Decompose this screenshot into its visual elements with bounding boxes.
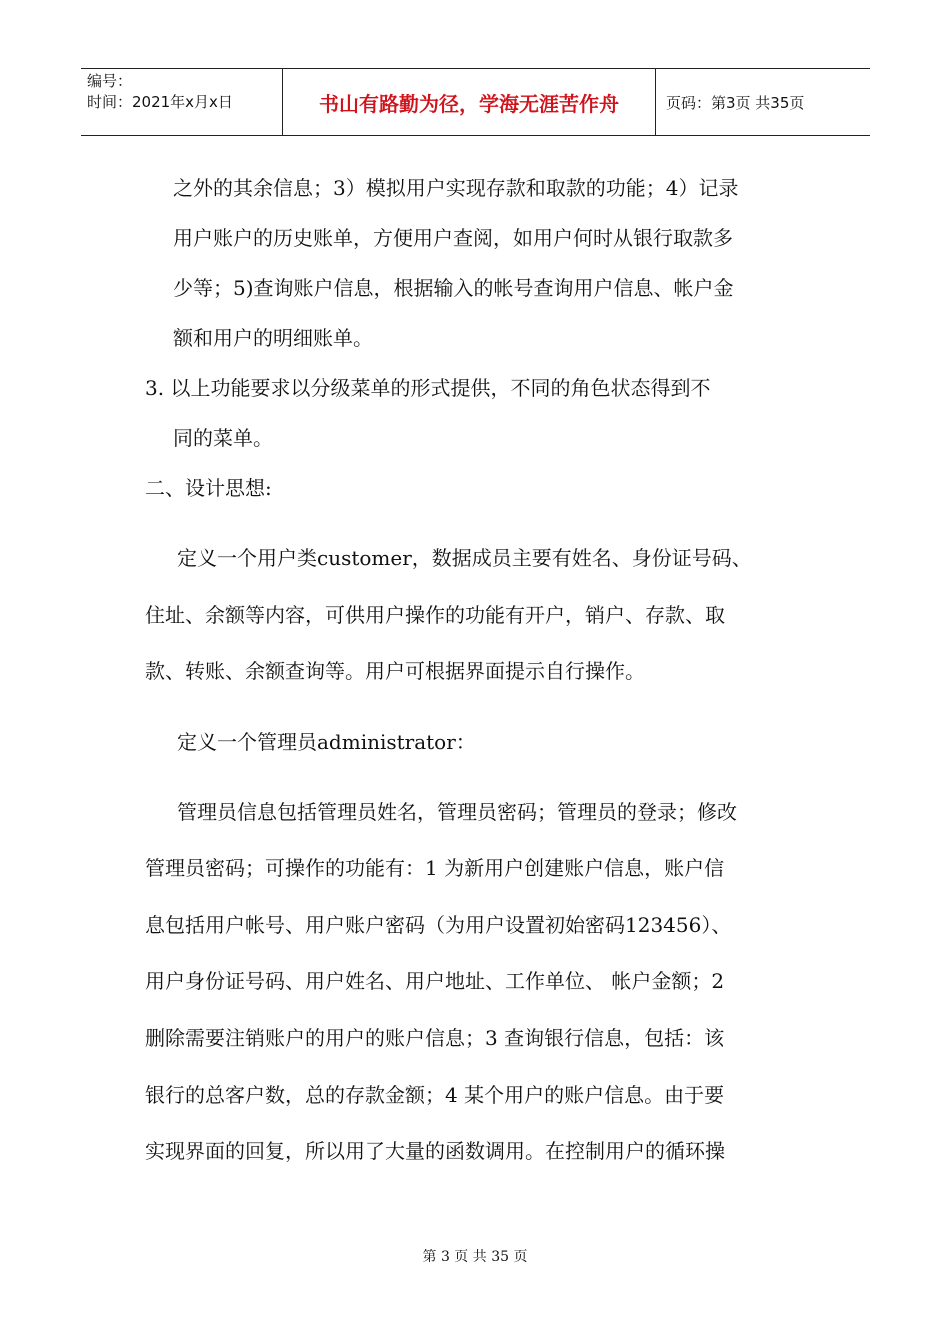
header-motto: 书山有路勤为径，学海无涯苦作舟 [283,69,656,135]
text-line: 额和用户的明细账单。 [173,326,373,350]
text-line: 款、转账、余额查询等。用户可根据界面提示自行操作。 [145,659,645,683]
text-line: 用户账户的历史账单，方便用户查阅，如用户何时从银行取款多 [173,226,733,250]
text-line: 管理员密码；可操作的功能有：1 为新用户创建账户信息，账户信 [145,856,725,880]
page-header [81,68,870,136]
page-footer: 第 3 页 共 35 页 [422,1249,528,1265]
list-item-3: 3. 以上功能要求以分级菜单的形式提供，不同的角色状态得到不 [145,376,711,400]
text-line: 用户身份证号码、用户姓名、用户地址、工作单位、 帐户金额；2 [145,969,725,993]
text-line: 实现界面的回复，所以用了大量的函数调用。在控制用户的循环操 [145,1139,725,1163]
text-line: 银行的总客户数，总的存款金额；4 某个用户的账户信息。由于要 [145,1083,725,1107]
paragraph-start: 定义一个用户类customer，数据成员主要有姓名、身份证号码、 [177,546,752,570]
text-line: 之外的其余信息；3）模拟用户实现存款和取款的功能；4）记录 [173,176,739,200]
text-line: 住址、余额等内容，可供用户操作的功能有开户，销户、存款、取 [145,603,725,627]
text-line: 同的菜单。 [173,426,273,450]
header-meta-cell [81,69,283,135]
doc-number-label: 编号： [87,72,133,90]
section-heading: 二、设计思想: [145,476,272,500]
header-page-info: 页码：第3页 共35页 [666,93,805,112]
text-line: 息包括用户帐号、用户账户密码（为用户设置初始密码123456）、 [145,913,732,937]
paragraph-start: 管理员信息包括管理员姓名，管理员密码；管理员的登录；修改 [177,800,737,824]
doc-time-label: 时间：2021年x月x日 [87,93,233,111]
text-line: 少等；5)查询账户信息，根据输入的帐号查询用户信息、帐户金 [173,276,734,300]
text-line: 删除需要注销账户的用户的账户信息；3 查询银行信息，包括：该 [145,1026,725,1050]
paragraph-start: 定义一个管理员administrator： [177,730,476,754]
